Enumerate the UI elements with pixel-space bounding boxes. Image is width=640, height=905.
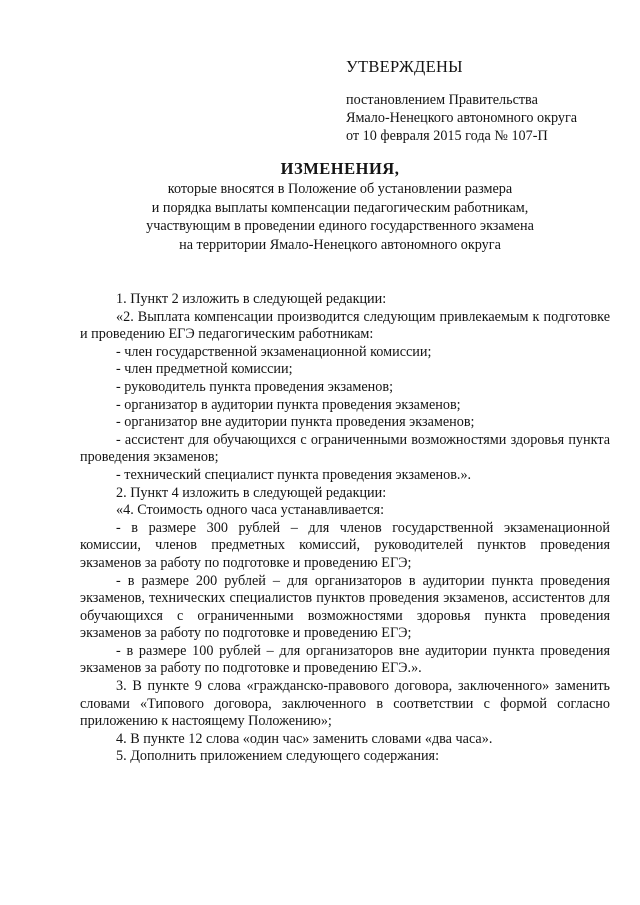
list-item: - в размере 300 рублей – для членов государственной экзаменационной комиссии, членов предметных комиссий, руководителей пунктов проведения экзаменов за работу по подготовке и проведению ЕГЭ; <box>80 519 610 571</box>
paragraph: 1. Пункт 2 изложить в следующей редакции: <box>116 291 387 307</box>
list-item: - член государственной экзаменационной комиссии; <box>116 343 432 360</box>
paragraph: 3. В пункте 9 слова «гражданско-правового договора, заключенного» заменить словами «Типового договора, заключенного в соответствии с формой согласно приложению к настоящему Положению»; <box>80 678 610 730</box>
document-title: ИЗМЕНЕНИЯ, <box>280 159 400 178</box>
approval-heading: УТВЕРЖДЕНЫ <box>346 57 463 76</box>
document-subtitle-line: и порядка выплаты компенсации педагогическим работникам, <box>151 199 529 216</box>
list-item: - руководитель пункта проведения экзаменов; <box>116 378 394 395</box>
paragraph: 2. Пункт 4 изложить в следующей редакции: <box>116 484 387 501</box>
document-title-block <box>90 158 590 254</box>
paragraph: «4. Стоимость одного часа устанавливается: <box>116 502 385 519</box>
document-subtitle-line: участвующим в проведении единого государственного экзамена <box>146 218 534 234</box>
approval-block <box>346 57 606 145</box>
approval-line: от 10 февраля 2015 года № 107-П <box>346 128 548 144</box>
list-item: - в размере 200 рублей – для организаторов в аудитории пункта проведения экзаменов, технических специалистов пунктов проведения экзаменов, ассистентов для обучающихся с ограниченными возможностями здоровья пункта проведения экзаменов за работу по подготовке и проведению ЕГЭ; <box>80 572 610 642</box>
paragraph: 5. Дополнить приложением следующего содержания: <box>116 748 440 765</box>
list-item: - в размере 100 рублей – для организаторов вне аудитории пункта проведения экзаменов за работу по подготовке и проведению ЕГЭ.». <box>80 642 610 677</box>
list-item: - ассистент для обучающихся с ограниченными возможностями здоровья пункта проведения экзаменов; <box>80 431 610 466</box>
approval-line: Ямало-Ненецкого автономного округа <box>346 110 578 126</box>
document-subtitle-line: которые вносятся в Положение об установлении размера <box>167 181 513 197</box>
paragraph: 4. В пункте 12 слова «один час» заменить словами «два часа». <box>116 730 493 747</box>
approval-line: постановлением Правительства <box>346 92 538 108</box>
list-item: - организатор вне аудитории пункта проведения экзаменов; <box>116 414 475 431</box>
list-item: - технический специалист пункта проведения экзаменов.». <box>116 466 472 483</box>
document-body <box>80 291 610 766</box>
paragraph: «2. Выплата компенсации производится следующим привлекаемым к подготовке и проведению ЕГЭ педагогическим работникам: <box>80 308 610 343</box>
document-subtitle-line: на территории Ямало-Ненецкого автономного округа <box>179 236 501 253</box>
list-item: - член предметной комиссии; <box>116 361 293 378</box>
list-item: - организатор в аудитории пункта проведения экзаменов; <box>116 396 461 413</box>
